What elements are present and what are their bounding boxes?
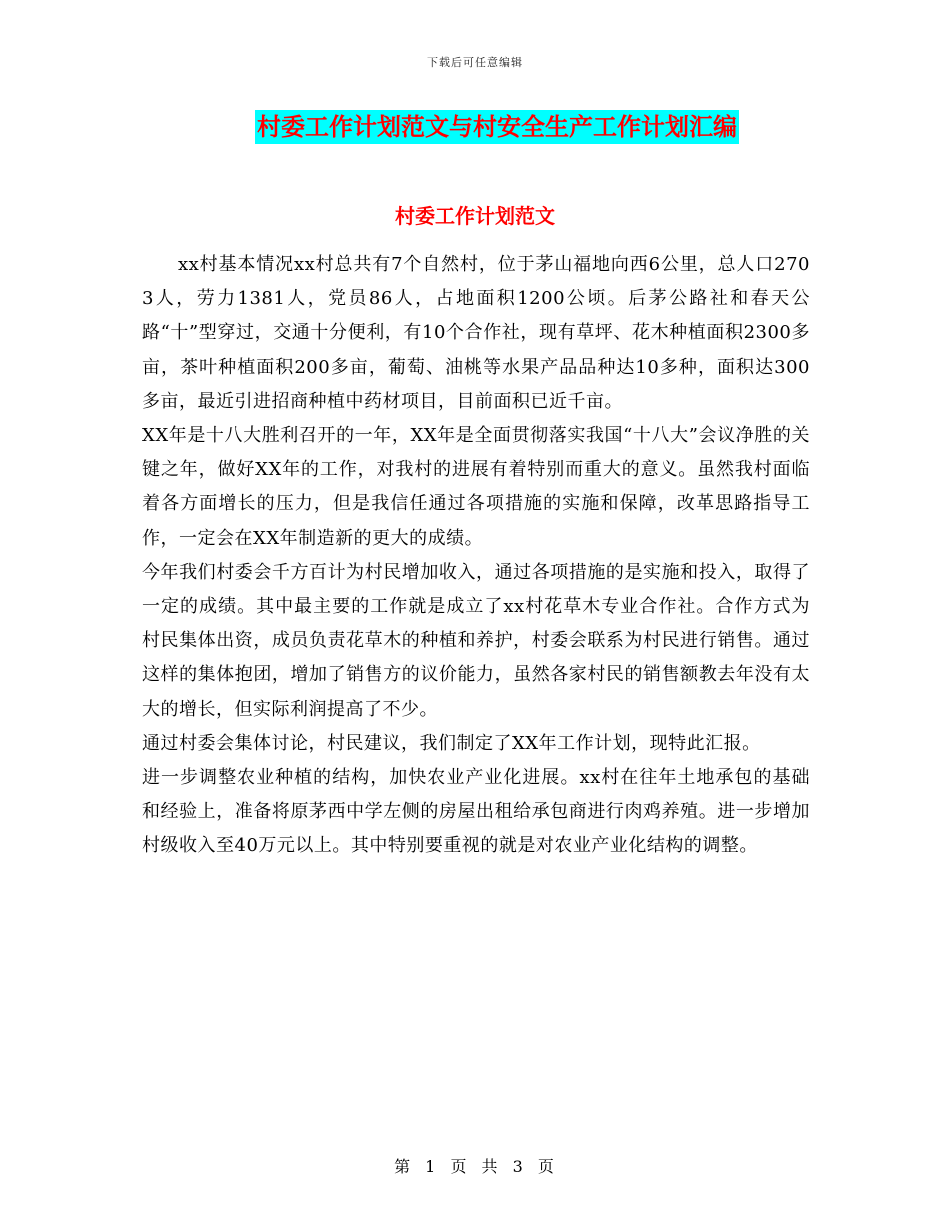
document-title: 村委工作计划范文与村安全生产工作计划汇编 bbox=[255, 110, 739, 144]
paragraph-basic-info: xx村基本情况xx村总共有7个自然村，位于茅山福地向西6公里，总人口2703人，劳力1381人，党员86人，占地面积1200公顷。后茅公路社和春天公路“十”型穿过，交通十分便利，有10个合作社，现有草坪、花木种植面积2300多亩，茶叶种植面积200多亩，葡萄、油桃等水果产品品种达10多种，面积达300多亩，最近引进招商种植中药材项目，目前面积已近千亩。 bbox=[142, 254, 810, 412]
paragraph-agriculture-adjustment: 进一步调整农业种植的结构，加快农业产业化进展。xx村在往年土地承包的基础和经验上，准备将原茅西中学左侧的房屋出租给承包商进行肉鸡养殖。进一步增加村级收入至40万元以上。其中特别要重视的就是对农业产业化结构的调整。 bbox=[142, 767, 810, 857]
paragraph-work-plan-intro: 通过村委会集体讨论，村民建议，我们制定了XX年工作计划，现特此汇报。 bbox=[142, 732, 761, 754]
section-title: 村委工作计划范文 bbox=[395, 204, 555, 228]
paragraph-year-significance: XX年是十八大胜利召开的一年，XX年是全面贯彻落实我国“十八大”会议净胜的关键之年，做好XX年的工作，对我村的进展有着特别而重大的意义。虽然我村面临着各方面增长的压力，但是我信任通过各项措施的实施和保障，改革思路指导工作，一定会在XX年制造新的更大的成绩。 bbox=[142, 425, 810, 549]
document-title-wrapper bbox=[0, 110, 950, 144]
document-body bbox=[142, 248, 810, 864]
page-number: 第 1 页 共 3 页 bbox=[394, 1157, 556, 1176]
paragraph-achievements: 今年我们村委会千方百计为村民增加收入，通过各项措施的是实施和投入，取得了一定的成绩。其中最主要的工作就是成立了xx村花草木专业合作社。合作方式为村民集体出资，成员负责花草木的种植和养护，村委会联系为村民进行销售。通过这样的集体抱团，增加了销售方的议价能力，虽然各家村民的销售额教去年没有太大的增长，但实际利润提高了不少。 bbox=[142, 561, 810, 720]
header-note: 下载后可任意编辑 bbox=[427, 56, 523, 69]
